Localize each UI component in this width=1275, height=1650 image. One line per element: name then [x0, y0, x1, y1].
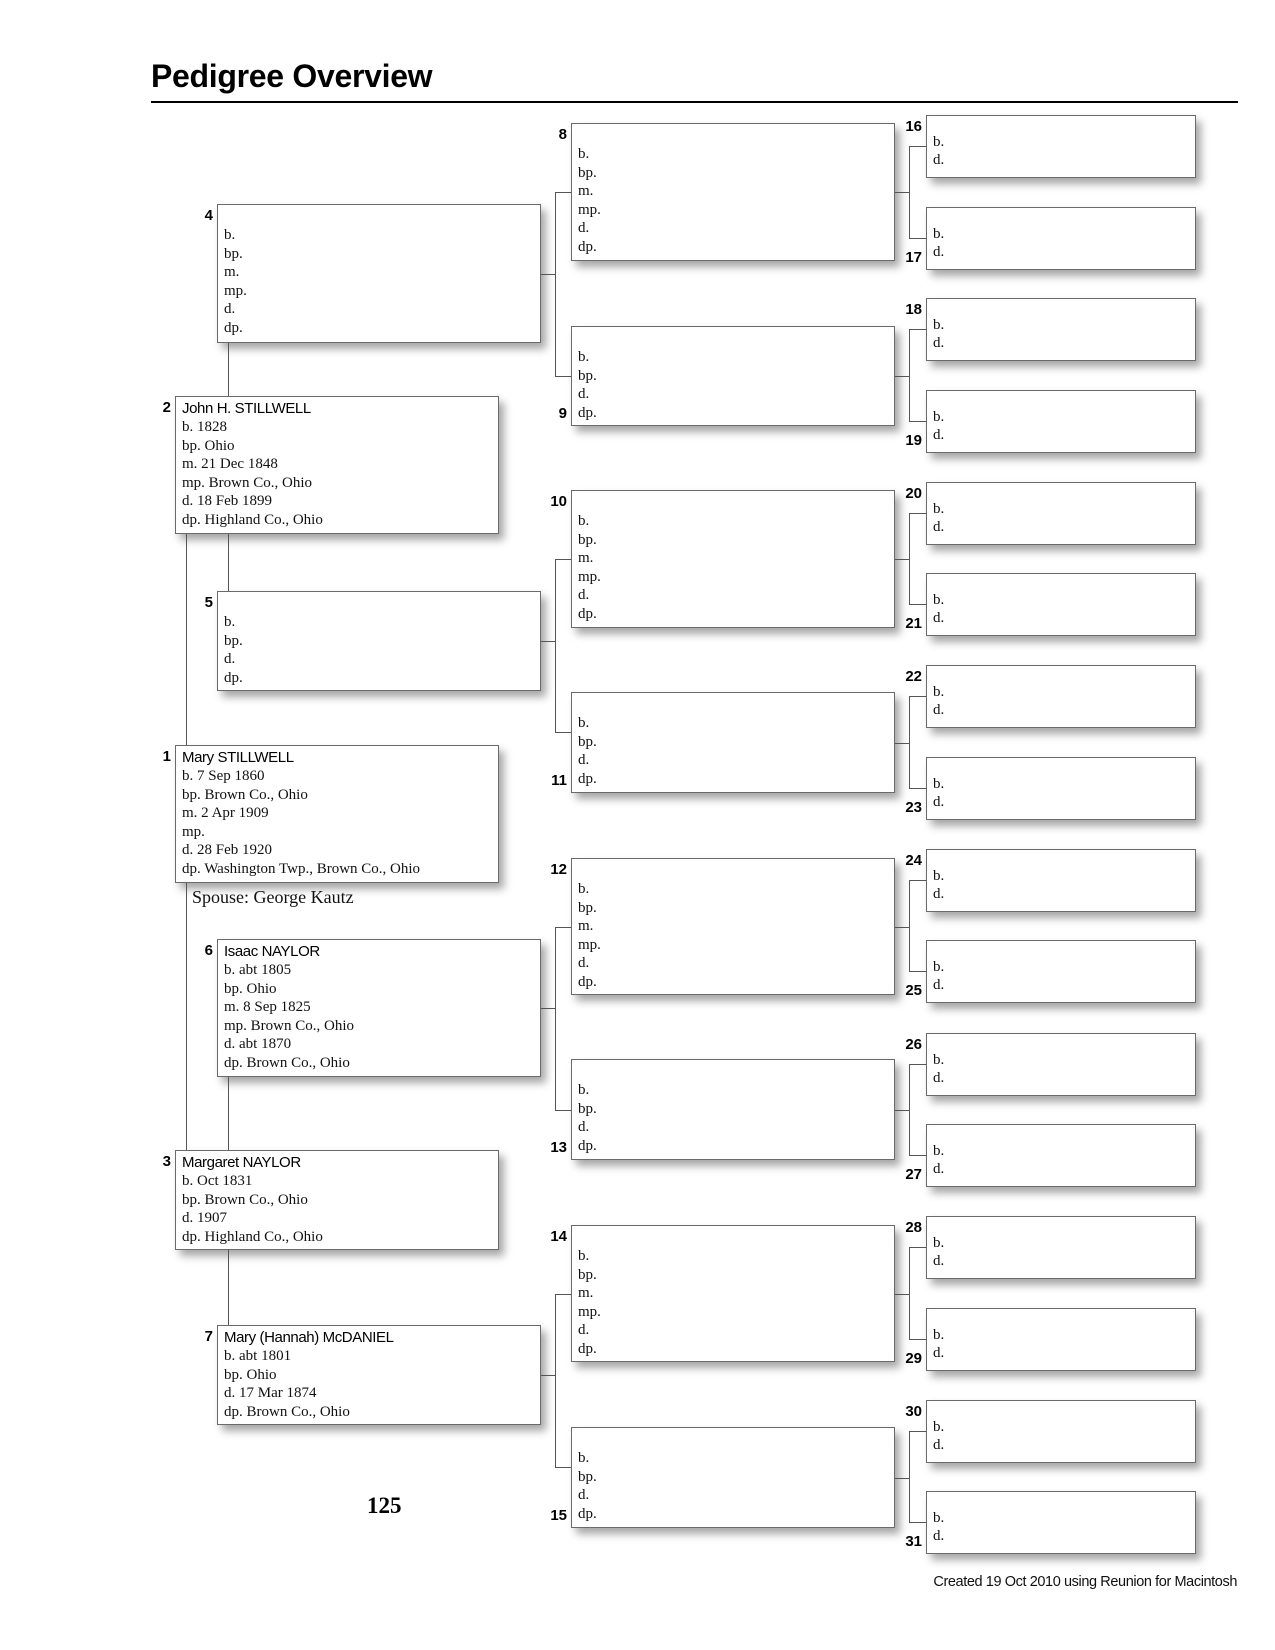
- person-number: 3: [162, 1153, 171, 1170]
- connector-line: [555, 376, 571, 377]
- person-fact: d.: [933, 427, 945, 444]
- person-fact: b.: [933, 134, 945, 150]
- person-box-13[interactable]: [571, 1059, 895, 1160]
- person-name: [578, 1430, 894, 1449]
- person-fact: bp.: [578, 164, 597, 181]
- person-name: Isaac NAYLOR: [224, 943, 320, 960]
- connector-line: [555, 1467, 571, 1468]
- person-fact: d.: [933, 977, 945, 994]
- person-number: 27: [905, 1166, 922, 1183]
- person-name: [578, 695, 894, 714]
- person-name: [224, 207, 540, 226]
- person-fact: dp. Highland Co., Ohio: [182, 1228, 323, 1245]
- person-number: 18: [905, 301, 922, 318]
- connector-line: [909, 788, 926, 789]
- person-box-2[interactable]: [175, 396, 499, 534]
- connector-line: [909, 1431, 926, 1432]
- connector-line: [228, 534, 229, 591]
- person-fact: d.: [933, 1345, 945, 1362]
- person-number: 22: [905, 668, 922, 685]
- person-fact: d. 1907: [182, 1210, 227, 1227]
- person-box-14[interactable]: [571, 1225, 895, 1362]
- person-fact: b.: [933, 868, 945, 884]
- person-box-22[interactable]: [926, 665, 1196, 728]
- connector-line: [555, 1110, 571, 1111]
- person-fact: dp.: [224, 319, 243, 336]
- person-number: 11: [551, 772, 567, 789]
- person-box-12[interactable]: [571, 858, 895, 995]
- person-fact: b.: [933, 1419, 945, 1435]
- connector-line: [909, 696, 926, 697]
- connector-line: [909, 1247, 926, 1248]
- connector-line: [555, 1294, 556, 1467]
- connector-line: [186, 534, 187, 745]
- person-box-10[interactable]: [571, 490, 895, 628]
- connector-line: [909, 1339, 926, 1340]
- connector-line: [555, 559, 571, 560]
- person-fact: bp.: [578, 1468, 597, 1485]
- connector-line: [909, 604, 926, 605]
- person-box-29[interactable]: [926, 1308, 1196, 1371]
- person-fact: bp. Brown Co., Ohio: [182, 1191, 308, 1208]
- person-fact: d.: [933, 244, 945, 261]
- connector-line: [555, 927, 556, 1110]
- spouse-note: Spouse: George Kautz: [192, 887, 354, 907]
- person-number: 24: [905, 852, 922, 869]
- person-name: Mary STILLWELL: [182, 749, 294, 766]
- person-name: [578, 1228, 894, 1247]
- person-fact: d.: [578, 955, 590, 972]
- person-box-11[interactable]: [571, 692, 895, 793]
- person-number: 10: [550, 493, 567, 510]
- connector-line: [909, 329, 910, 421]
- person-fact: b.: [933, 1510, 945, 1526]
- person-name: John H. STILLWELL: [182, 400, 311, 417]
- connector-line: [541, 274, 555, 275]
- person-number: 19: [905, 432, 922, 449]
- person-fact: dp.: [578, 1340, 597, 1357]
- person-fact: bp.: [578, 1100, 597, 1117]
- footer-credit: Created 19 Oct 2010 using Reunion for Macintosh: [933, 1574, 1237, 1590]
- person-number: 9: [558, 405, 567, 422]
- person-number: 28: [905, 1219, 922, 1236]
- connector-line: [909, 329, 926, 330]
- person-number: 5: [204, 594, 213, 611]
- connector-line: [895, 1294, 909, 1295]
- connector-line: [895, 559, 909, 560]
- person-fact: dp. Highland Co., Ohio: [182, 511, 323, 528]
- person-fact: d.: [933, 1437, 945, 1454]
- connector-line: [895, 927, 909, 928]
- person-fact: bp.: [578, 367, 597, 384]
- person-fact: m. 2 Apr 1909: [182, 805, 269, 822]
- connector-line: [909, 513, 910, 604]
- person-fact: d. 18 Feb 1899: [182, 493, 272, 510]
- person-fact: m.: [578, 550, 594, 567]
- person-fact: b.: [933, 1235, 945, 1251]
- person-name: [578, 493, 894, 512]
- person-number: 7: [204, 1328, 213, 1345]
- person-name: [578, 329, 894, 348]
- person-fact: d.: [933, 1253, 945, 1270]
- person-fact: dp. Brown Co., Ohio: [224, 1054, 350, 1071]
- person-fact: bp.: [578, 733, 597, 750]
- person-fact: d.: [578, 1487, 590, 1504]
- person-box-28[interactable]: [926, 1216, 1196, 1279]
- person-fact: m. 21 Dec 1848: [182, 456, 278, 473]
- person-fact: d.: [224, 651, 236, 668]
- person-number: 25: [905, 982, 922, 999]
- person-box-21[interactable]: [926, 573, 1196, 636]
- person-fact: dp.: [578, 404, 597, 421]
- person-number: 1: [162, 748, 171, 765]
- person-number: 30: [905, 1403, 922, 1420]
- person-fact: b.: [224, 227, 236, 243]
- person-fact: b. abt 1801: [224, 1348, 292, 1364]
- connector-line: [895, 1110, 909, 1111]
- person-name: [224, 594, 540, 613]
- connector-line: [909, 1522, 926, 1523]
- person-number: 13: [550, 1139, 567, 1156]
- person-box-31[interactable]: [926, 1491, 1196, 1554]
- title-rule: [151, 101, 1238, 103]
- person-fact: d.: [933, 610, 945, 627]
- connector-line: [555, 732, 571, 733]
- person-fact: b.: [933, 409, 945, 425]
- person-fact: b.: [578, 1248, 590, 1264]
- connector-line: [909, 971, 926, 972]
- person-number: 12: [550, 861, 567, 878]
- person-fact: mp.: [182, 823, 205, 840]
- page-title: Pedigree Overview: [151, 58, 433, 94]
- person-name: [578, 126, 894, 145]
- person-box-23[interactable]: [926, 757, 1196, 820]
- person-fact: bp. Ohio: [182, 437, 235, 454]
- person-fact: bp.: [224, 245, 243, 262]
- person-fact: b.: [933, 501, 945, 517]
- connector-line: [555, 192, 556, 376]
- connector-line: [541, 641, 555, 642]
- person-fact: b. 1828: [182, 419, 227, 435]
- person-fact: mp.: [578, 936, 601, 953]
- person-fact: bp.: [224, 632, 243, 649]
- person-fact: b.: [578, 715, 590, 731]
- person-fact: b.: [578, 349, 590, 365]
- connector-line: [909, 1431, 910, 1522]
- person-number: 29: [905, 1350, 922, 1367]
- person-fact: dp.: [224, 669, 243, 686]
- person-number: 15: [550, 1507, 567, 1524]
- connector-line: [909, 1247, 910, 1339]
- person-fact: d.: [933, 1161, 945, 1178]
- person-fact: b.: [578, 1082, 590, 1098]
- person-fact: b.: [933, 592, 945, 608]
- connector-line: [541, 1375, 555, 1376]
- person-box-3[interactable]: [175, 1150, 499, 1250]
- connector-line: [555, 1294, 571, 1295]
- person-fact: d.: [933, 335, 945, 352]
- person-fact: b.: [933, 1143, 945, 1159]
- person-fact: dp.: [578, 973, 597, 990]
- person-number: 26: [905, 1036, 922, 1053]
- person-number: 31: [905, 1533, 922, 1550]
- person-fact: d. 28 Feb 1920: [182, 842, 272, 859]
- connector-line: [909, 238, 926, 239]
- person-fact: dp.: [578, 770, 597, 787]
- person-fact: b.: [933, 684, 945, 700]
- person-fact: mp.: [578, 1303, 601, 1320]
- connector-line: [555, 192, 571, 193]
- person-number: 4: [204, 207, 213, 224]
- connector-line: [555, 559, 556, 732]
- person-fact: b. 7 Sep 1860: [182, 768, 265, 784]
- person-box-30[interactable]: [926, 1400, 1196, 1463]
- person-box-25[interactable]: [926, 940, 1196, 1003]
- person-fact: m.: [578, 183, 594, 200]
- connector-line: [909, 146, 910, 238]
- person-fact: bp.: [578, 531, 597, 548]
- person-fact: dp.: [578, 1137, 597, 1154]
- person-box-6[interactable]: [217, 939, 541, 1077]
- person-box-17[interactable]: [926, 207, 1196, 270]
- person-fact: b.: [933, 1052, 945, 1068]
- connector-line: [228, 1077, 229, 1150]
- connector-line: [228, 343, 229, 396]
- person-number: 2: [162, 399, 171, 416]
- connector-line: [909, 513, 926, 514]
- connector-line: [909, 880, 926, 881]
- person-fact: b. Oct 1831: [182, 1173, 253, 1189]
- person-number: 20: [905, 485, 922, 502]
- person-fact: bp.: [578, 1266, 597, 1283]
- person-box-9[interactable]: [571, 326, 895, 426]
- person-fact: d.: [933, 519, 945, 536]
- connector-line: [909, 1064, 926, 1065]
- connector-line: [555, 927, 571, 928]
- person-fact: b.: [933, 317, 945, 333]
- person-box-15[interactable]: [571, 1427, 895, 1528]
- person-fact: d.: [578, 386, 590, 403]
- person-fact: mp. Brown Co., Ohio: [224, 1017, 355, 1034]
- person-fact: dp. Brown Co., Ohio: [224, 1403, 350, 1420]
- person-fact: b.: [578, 146, 590, 162]
- connector-line: [895, 1478, 909, 1479]
- connector-line: [186, 883, 187, 1150]
- person-box-20[interactable]: [926, 482, 1196, 545]
- person-box-18[interactable]: [926, 298, 1196, 361]
- person-fact: d.: [933, 1070, 945, 1087]
- person-fact: mp.: [578, 568, 601, 585]
- person-fact: d. 17 Mar 1874: [224, 1385, 317, 1402]
- person-fact: d.: [933, 1528, 945, 1545]
- person-fact: d. abt 1870: [224, 1036, 292, 1053]
- person-fact: b.: [933, 226, 945, 242]
- connector-line: [895, 376, 909, 377]
- person-number: 8: [558, 126, 567, 143]
- person-name: [578, 1062, 894, 1081]
- person-fact: m.: [224, 264, 240, 281]
- person-fact: d.: [578, 1119, 590, 1136]
- person-name: Margaret NAYLOR: [182, 1154, 301, 1171]
- person-fact: bp. Brown Co., Ohio: [182, 786, 308, 803]
- person-fact: mp. Brown Co., Ohio: [182, 474, 313, 491]
- person-fact: b.: [933, 959, 945, 975]
- person-fact: d.: [578, 752, 590, 769]
- connector-line: [909, 421, 926, 422]
- person-number: 14: [550, 1228, 567, 1245]
- person-box-16[interactable]: [926, 115, 1196, 178]
- person-fact: dp.: [578, 238, 597, 255]
- person-fact: dp.: [578, 605, 597, 622]
- person-box-27[interactable]: [926, 1124, 1196, 1187]
- person-fact: b.: [933, 776, 945, 792]
- connector-line: [909, 1064, 910, 1155]
- connector-line: [909, 146, 926, 147]
- person-fact: m.: [578, 1285, 594, 1302]
- person-fact: b.: [224, 614, 236, 630]
- person-fact: d.: [224, 301, 236, 318]
- person-fact: d.: [933, 886, 945, 903]
- connector-line: [541, 1008, 555, 1009]
- person-fact: bp.: [578, 899, 597, 916]
- person-fact: mp.: [578, 201, 601, 218]
- person-box-8[interactable]: [571, 123, 895, 261]
- person-fact: d.: [933, 702, 945, 719]
- person-number: 17: [905, 249, 922, 266]
- person-fact: b.: [933, 1327, 945, 1343]
- person-box-26[interactable]: [926, 1033, 1196, 1096]
- person-fact: m.: [578, 918, 594, 935]
- page-number: 125: [367, 1493, 402, 1518]
- person-fact: d.: [933, 152, 945, 169]
- connector-line: [228, 1250, 229, 1325]
- connector-line: [909, 696, 910, 788]
- person-box-7[interactable]: [217, 1325, 541, 1425]
- person-fact: d.: [578, 220, 590, 237]
- person-box-1[interactable]: [175, 745, 499, 883]
- person-fact: d.: [578, 1322, 590, 1339]
- person-fact: mp.: [224, 282, 247, 299]
- person-fact: b. abt 1805: [224, 962, 292, 978]
- connector-line: [909, 1155, 926, 1156]
- person-fact: dp. Washington Twp., Brown Co., Ohio: [182, 860, 421, 877]
- person-number: 23: [905, 799, 922, 816]
- person-fact: b.: [578, 1450, 590, 1466]
- person-number: 21: [905, 615, 922, 632]
- person-box-19[interactable]: [926, 390, 1196, 453]
- person-fact: dp.: [578, 1505, 597, 1522]
- person-number: 16: [905, 118, 922, 135]
- person-fact: d.: [578, 587, 590, 604]
- person-fact: d.: [933, 794, 945, 811]
- person-fact: b.: [578, 881, 590, 897]
- person-box-24[interactable]: [926, 849, 1196, 912]
- person-name: [578, 861, 894, 880]
- person-name: Mary (Hannah) McDANIEL: [224, 1329, 394, 1346]
- connector-line: [909, 880, 910, 971]
- connector-line: [895, 743, 909, 744]
- person-fact: bp. Ohio: [224, 980, 277, 997]
- person-box-4[interactable]: [217, 204, 541, 343]
- person-box-5[interactable]: [217, 591, 541, 691]
- person-number: 6: [204, 942, 213, 959]
- person-fact: m. 8 Sep 1825: [224, 999, 311, 1016]
- connector-line: [895, 192, 909, 193]
- person-fact: b.: [578, 513, 590, 529]
- person-fact: bp. Ohio: [224, 1366, 277, 1383]
